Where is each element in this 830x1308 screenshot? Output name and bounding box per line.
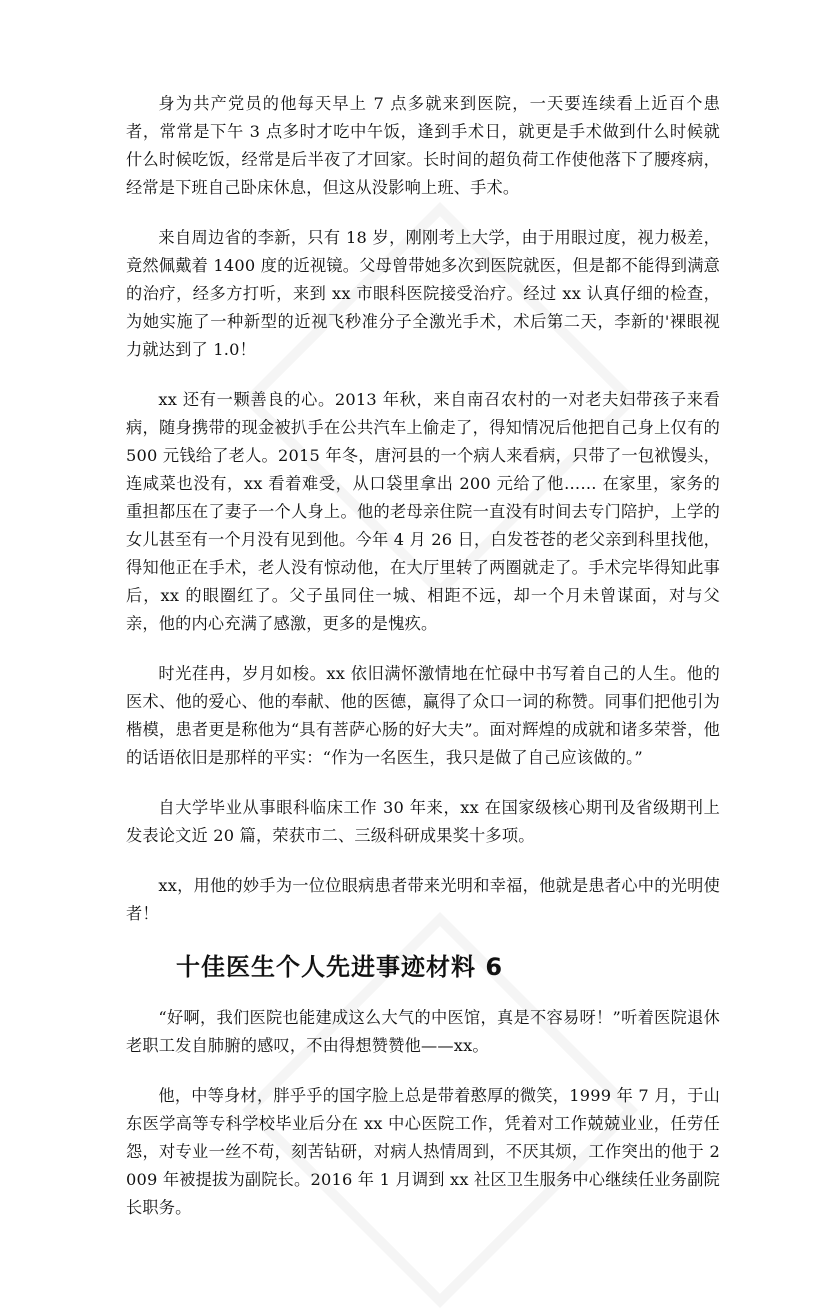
paragraph-daily-routine: 身为共产党员的他每天早上 7 点多就来到医院，一天要连续看上近百个患者，常常是下午 3 点多时才吃中午饭，逢到手术日，就更是手术做到什么时候就什么时候吃饭，经常是后半夜了才回家。长时间的超负荷工作使他落下了腰疼病，经常是下班自己卧床休息，但这从没影响上班、手术。 xyxy=(126,94,720,197)
section-heading: 十佳医生个人先进事迹材料 6 xyxy=(176,953,504,981)
paragraph-tcm-hall: “好啊，我们医院也能建成这么大气的中医馆，真是不容易呀！”听着医院退休老职工发自肺腑的感叹，不由得想赞赞他——xx。 xyxy=(126,1008,720,1055)
document-body xyxy=(126,90,720,1244)
paragraph-li-xin-case: 来自周边省的李新，只有 18 岁，刚刚考上大学，由于用眼过度，视力极差，竟然佩戴着 1400 度的近视镜。父母曾带她多次到医院就医，但是都不能得到满意的治疗，经多方打听，来到 xx 市眼科医院接受治疗。经过 xx 认真仔细的检查，为她实施了一种新型的近视飞秒准分子全激光手术，术后第二天，李新的'裸眼视力就达到了 1.0！ xyxy=(126,228,720,359)
paragraph-career: 他，中等身材，胖乎乎的国字脸上总是带着憨厚的微笑，1999 年 7 月，于山东医学高等专科学校毕业后分在 xx 中心医院工作，凭着对工作兢兢业业，任劳任怨，对专业一丝不苟，刻苦钻研，对病人热情周到，不厌其烦，工作突出的他于 2009 年被提拔为副院长。2016 年 1 月调到 xx 社区卫生服务中心继续任业务副院长职务。 xyxy=(126,1086,720,1217)
paragraph-kindness: xx 还有一颗善良的心。2013 年秋，来自南召农村的一对老夫妇带孩子来看病，随身携带的现金被扒手在公共汽车上偷走了，得知情况后他把自己身上仅有的 500 元钱给了老人。2015 年冬，唐河县的一个病人来看病，只带了一包袱馒头，连咸菜也没有，xx 看着难受，从口袋里拿出 200 元给了他…… 在家里，家务的重担都压在了妻子一个人身上。他的老母亲住院一直没有时间去专门陪护，上学的女儿甚至有一个月没有见到他。今年 4 月 26 日，白发苍苍的老父亲到科里找他，得知他正在手术，老人没有惊动他，在大厅里转了两圈就走了。手术完毕得知此事后，xx 的眼圈红了。父子虽同住一城、相距不远，却一个月未曾谋面，对与父亲，他的内心充满了感激，更多的是愧疚。 xyxy=(126,390,720,633)
paragraph-research: 自大学毕业从事眼科临床工作 30 年来，xx 在国家级核心期刊及省级期刊上发表论文近 20 篇，荣获市二、三级科研成果奖十多项。 xyxy=(126,798,720,845)
paragraph-praise: 时光荏冉，岁月如梭。xx 依旧满怀激情地在忙碌中书写着自己的人生。他的医术、他的爱心、他的奉献、他的医德，赢得了众口一词的称赞。同事们把他引为楷模，患者更是称他为“具有菩萨心肠的好大夫”。面对辉煌的成就和诸多荣誉，他的话语依旧是那样的平实：“作为一名医生，我只是做了自己应该做的。” xyxy=(126,664,720,767)
paragraph-conclusion: xx，用他的妙手为一位位眼病患者带来光明和幸福，他就是患者心中的光明使者！ xyxy=(126,876,720,923)
